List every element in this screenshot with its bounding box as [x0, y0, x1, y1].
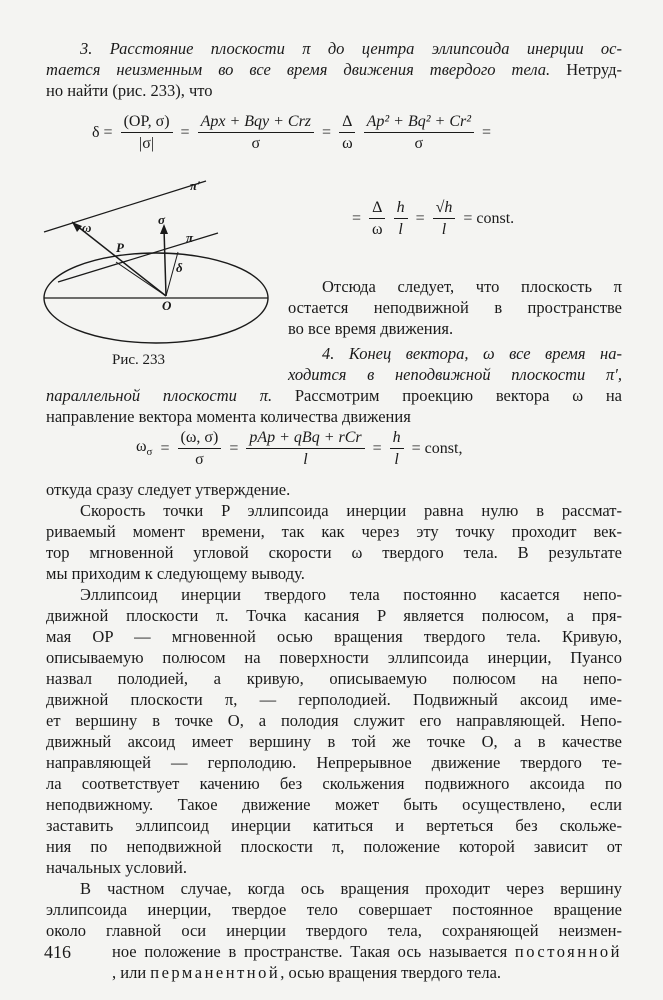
- paragraph-3-line-2-rest: Нетруд-: [550, 60, 622, 79]
- eq2-f3-den: l: [441, 221, 447, 238]
- body-line-16: неподвижному. Такое движение может быть осуществлено, если: [46, 795, 622, 814]
- eq2-eq-sign: =: [415, 209, 425, 227]
- eq2-f2-num: h: [394, 198, 408, 219]
- figure-caption: Рис. 233: [112, 352, 166, 368]
- label-delta: δ: [176, 260, 183, 275]
- body-line-13: движный аксоид имеет вершину в той же точке O, а в качестве: [46, 732, 622, 751]
- eq1-f2-num: Apx + Bqy + Crz: [198, 112, 314, 133]
- body-line-4: тор мгновенной угловой скорости ω твердого тела. В результате: [46, 543, 622, 562]
- eq2-fraction-3: [433, 198, 456, 239]
- plane-pi-prime-line: [44, 181, 206, 232]
- body-line-17: заставить эллипсоид инерции катиться и вертеться без скольже-: [46, 816, 622, 835]
- label-o: O: [162, 298, 172, 313]
- eq1-fraction-3: [339, 112, 356, 153]
- page-number: 416: [44, 942, 71, 962]
- equation-2: [348, 198, 518, 239]
- body-line-19: начальных условий.: [46, 858, 187, 877]
- eq1-eq-sign-2: =: [322, 123, 332, 141]
- body-line-10: назвал полодией, а кривую, описываемую полюсом на непо-: [46, 669, 622, 688]
- body-line-1: откуда сразу следует утверждение.: [46, 480, 291, 499]
- eq2-fraction-2: [394, 198, 408, 239]
- label-omega: ω: [82, 220, 92, 235]
- eq2-f1-den: ω: [372, 221, 383, 238]
- equation-1: [88, 112, 495, 153]
- body-line-6: Эллипсоид инерции твердого тела постоянно касается непо-: [80, 585, 622, 604]
- paragraph-4-line-1: [288, 343, 622, 364]
- eq3-f1-num: (ω, σ): [178, 428, 222, 449]
- body-line-14: направляющей — герполодию. Непрерывное движение твердого те-: [46, 753, 622, 772]
- eq3-eq1: =: [160, 439, 170, 457]
- omega-arrowhead: [72, 222, 82, 232]
- eq2-lead: =: [352, 209, 362, 227]
- paragraph-4-line-2-text: ходится в неподвижной плоскости π′,: [288, 365, 622, 384]
- paragraph-4-line-3-italic: параллельной плоскости π.: [46, 386, 273, 405]
- body-line-7: движной плоскости π. Точка касания P является полюсом, а пря-: [46, 606, 622, 625]
- body-line-12: ет вершину в точке O, а полодия служит его направляющей. Непо-: [46, 711, 622, 730]
- eq2-fraction-1: [369, 198, 386, 239]
- paragraph-3-line-1: [46, 38, 622, 59]
- op-line: [116, 262, 166, 296]
- side-text-line-3: во все время движения.: [288, 319, 454, 338]
- eq3-f3-den: l: [394, 451, 399, 468]
- paragraph-4-line-3-rest: Рассмотрим проекцию вектора ω на: [272, 386, 623, 405]
- eq3-eq2: =: [229, 439, 239, 457]
- eq3-eq3: =: [372, 439, 382, 457]
- eq1-lhs: δ =: [92, 123, 113, 141]
- side-text-line-1: Отсюда следует, что плоскость π: [322, 277, 622, 296]
- eq1-f3-den: ω: [342, 135, 353, 152]
- body-line-8: мая OP — мгновенной осью вращения твердого тела. Кривую,: [46, 627, 622, 646]
- eq3-f2-num: pAp + qBq + rCr: [246, 428, 364, 449]
- paragraph-4-line-1-text: 4. Конец вектора, ω все время на-: [322, 344, 622, 363]
- paragraph-3-line-1-text: 3. Расстояние плоскости π до центра эллипсоида инерции ос-: [80, 39, 622, 58]
- body-line-23: [112, 941, 622, 962]
- eq3-fraction-2: [246, 428, 364, 469]
- body-line-23-spaced: постоянной: [514, 942, 622, 961]
- body-line-5: мы приходим к следующему выводу.: [46, 564, 305, 583]
- eq3-fraction-1: [178, 428, 222, 469]
- equation-3: [132, 428, 466, 469]
- eq3-f1-den: σ: [195, 451, 204, 468]
- label-p: P: [116, 240, 124, 255]
- body-line-18: ния по неподвижной плоскости π, положение которой зависит от: [46, 837, 622, 856]
- eq3-lhs: [136, 438, 152, 458]
- label-pi: π: [186, 230, 194, 245]
- eq1-f1-den: |σ|: [139, 135, 155, 152]
- body-line-24-b: , осью вращения твердого тела.: [280, 963, 502, 982]
- eq3-lhs-sub: σ: [146, 446, 153, 459]
- eq1-fraction-1: [121, 112, 173, 153]
- body-line-24: [112, 962, 622, 983]
- paragraph-3-line-2-italic: тается неизменным во все время движения твердого тела.: [46, 60, 551, 79]
- side-text-line-2: остается неподвижной в пространстве: [288, 298, 622, 317]
- body-line-9: описываемую полюсом на поверхности эллипсоида инерции, Пуансо: [46, 648, 622, 667]
- eq1-fraction-4: [364, 112, 474, 153]
- eq3-f3-num: h: [390, 428, 404, 449]
- eq1-eq-sign: =: [180, 123, 190, 141]
- eq2-f3-num: √h: [433, 198, 456, 219]
- eq1-tail: =: [482, 123, 492, 141]
- body-line-24-spaced: перманентной: [150, 963, 281, 982]
- body-line-11: движной плоскости π, — герполодией. Подвижный аксоид име-: [46, 690, 622, 709]
- eq1-f2-den: σ: [251, 135, 261, 152]
- figure-233: [36, 176, 276, 346]
- body-line-2: Скорость точки P эллипсоида инерции равна нулю в рассмат-: [80, 501, 622, 520]
- eq3-tail: = const,: [411, 439, 463, 457]
- label-pi-prime: π′: [190, 178, 201, 193]
- label-sigma: σ: [158, 212, 166, 227]
- eq3-f2-den: l: [303, 451, 308, 468]
- eq1-f1-num: (OP, σ): [121, 112, 173, 133]
- eq2-tail: = const.: [463, 209, 515, 227]
- paragraph-3-line-2: [46, 59, 622, 80]
- eq1-f3-num: Δ: [339, 112, 355, 133]
- paragraph-3-line-3: но найти (рис. 233), что: [46, 81, 213, 100]
- body-line-20: В частном случае, когда ось вращения проходит через вершину: [80, 879, 622, 898]
- body-line-24-a: , или: [112, 963, 147, 982]
- eq1-f4-den: σ: [414, 135, 424, 152]
- eq1-fraction-2: [198, 112, 314, 153]
- paragraph-4-line-2: [288, 364, 622, 385]
- paragraph-4-line-3: [46, 385, 622, 406]
- paragraph-4-line-4: направление вектора момента количества движения: [46, 407, 411, 426]
- body-line-3: риваемый момент времени, так как через эту точку проходит век-: [46, 522, 622, 541]
- body-line-22: около главной оси инерции твердого тела, сохраняющей неизмен-: [46, 921, 622, 940]
- eq1-f4-num: Ap² + Bq² + Cr²: [364, 112, 474, 133]
- eq2-f2-den: l: [398, 221, 403, 238]
- body-line-15: ла соответствует качению без скольжения подвижного аксоида по: [46, 774, 622, 793]
- sigma-vector: [164, 228, 166, 296]
- eq2-f1-num: Δ: [369, 198, 385, 219]
- eq3-lhs-symbol: ω: [136, 438, 147, 456]
- body-line-21: эллипсоида инерции, твердое тело совершает постоянное вращение: [46, 900, 622, 919]
- eq3-fraction-3: [390, 428, 404, 469]
- body-line-23-text: ное положение в пространстве. Такая ось называется: [112, 942, 508, 961]
